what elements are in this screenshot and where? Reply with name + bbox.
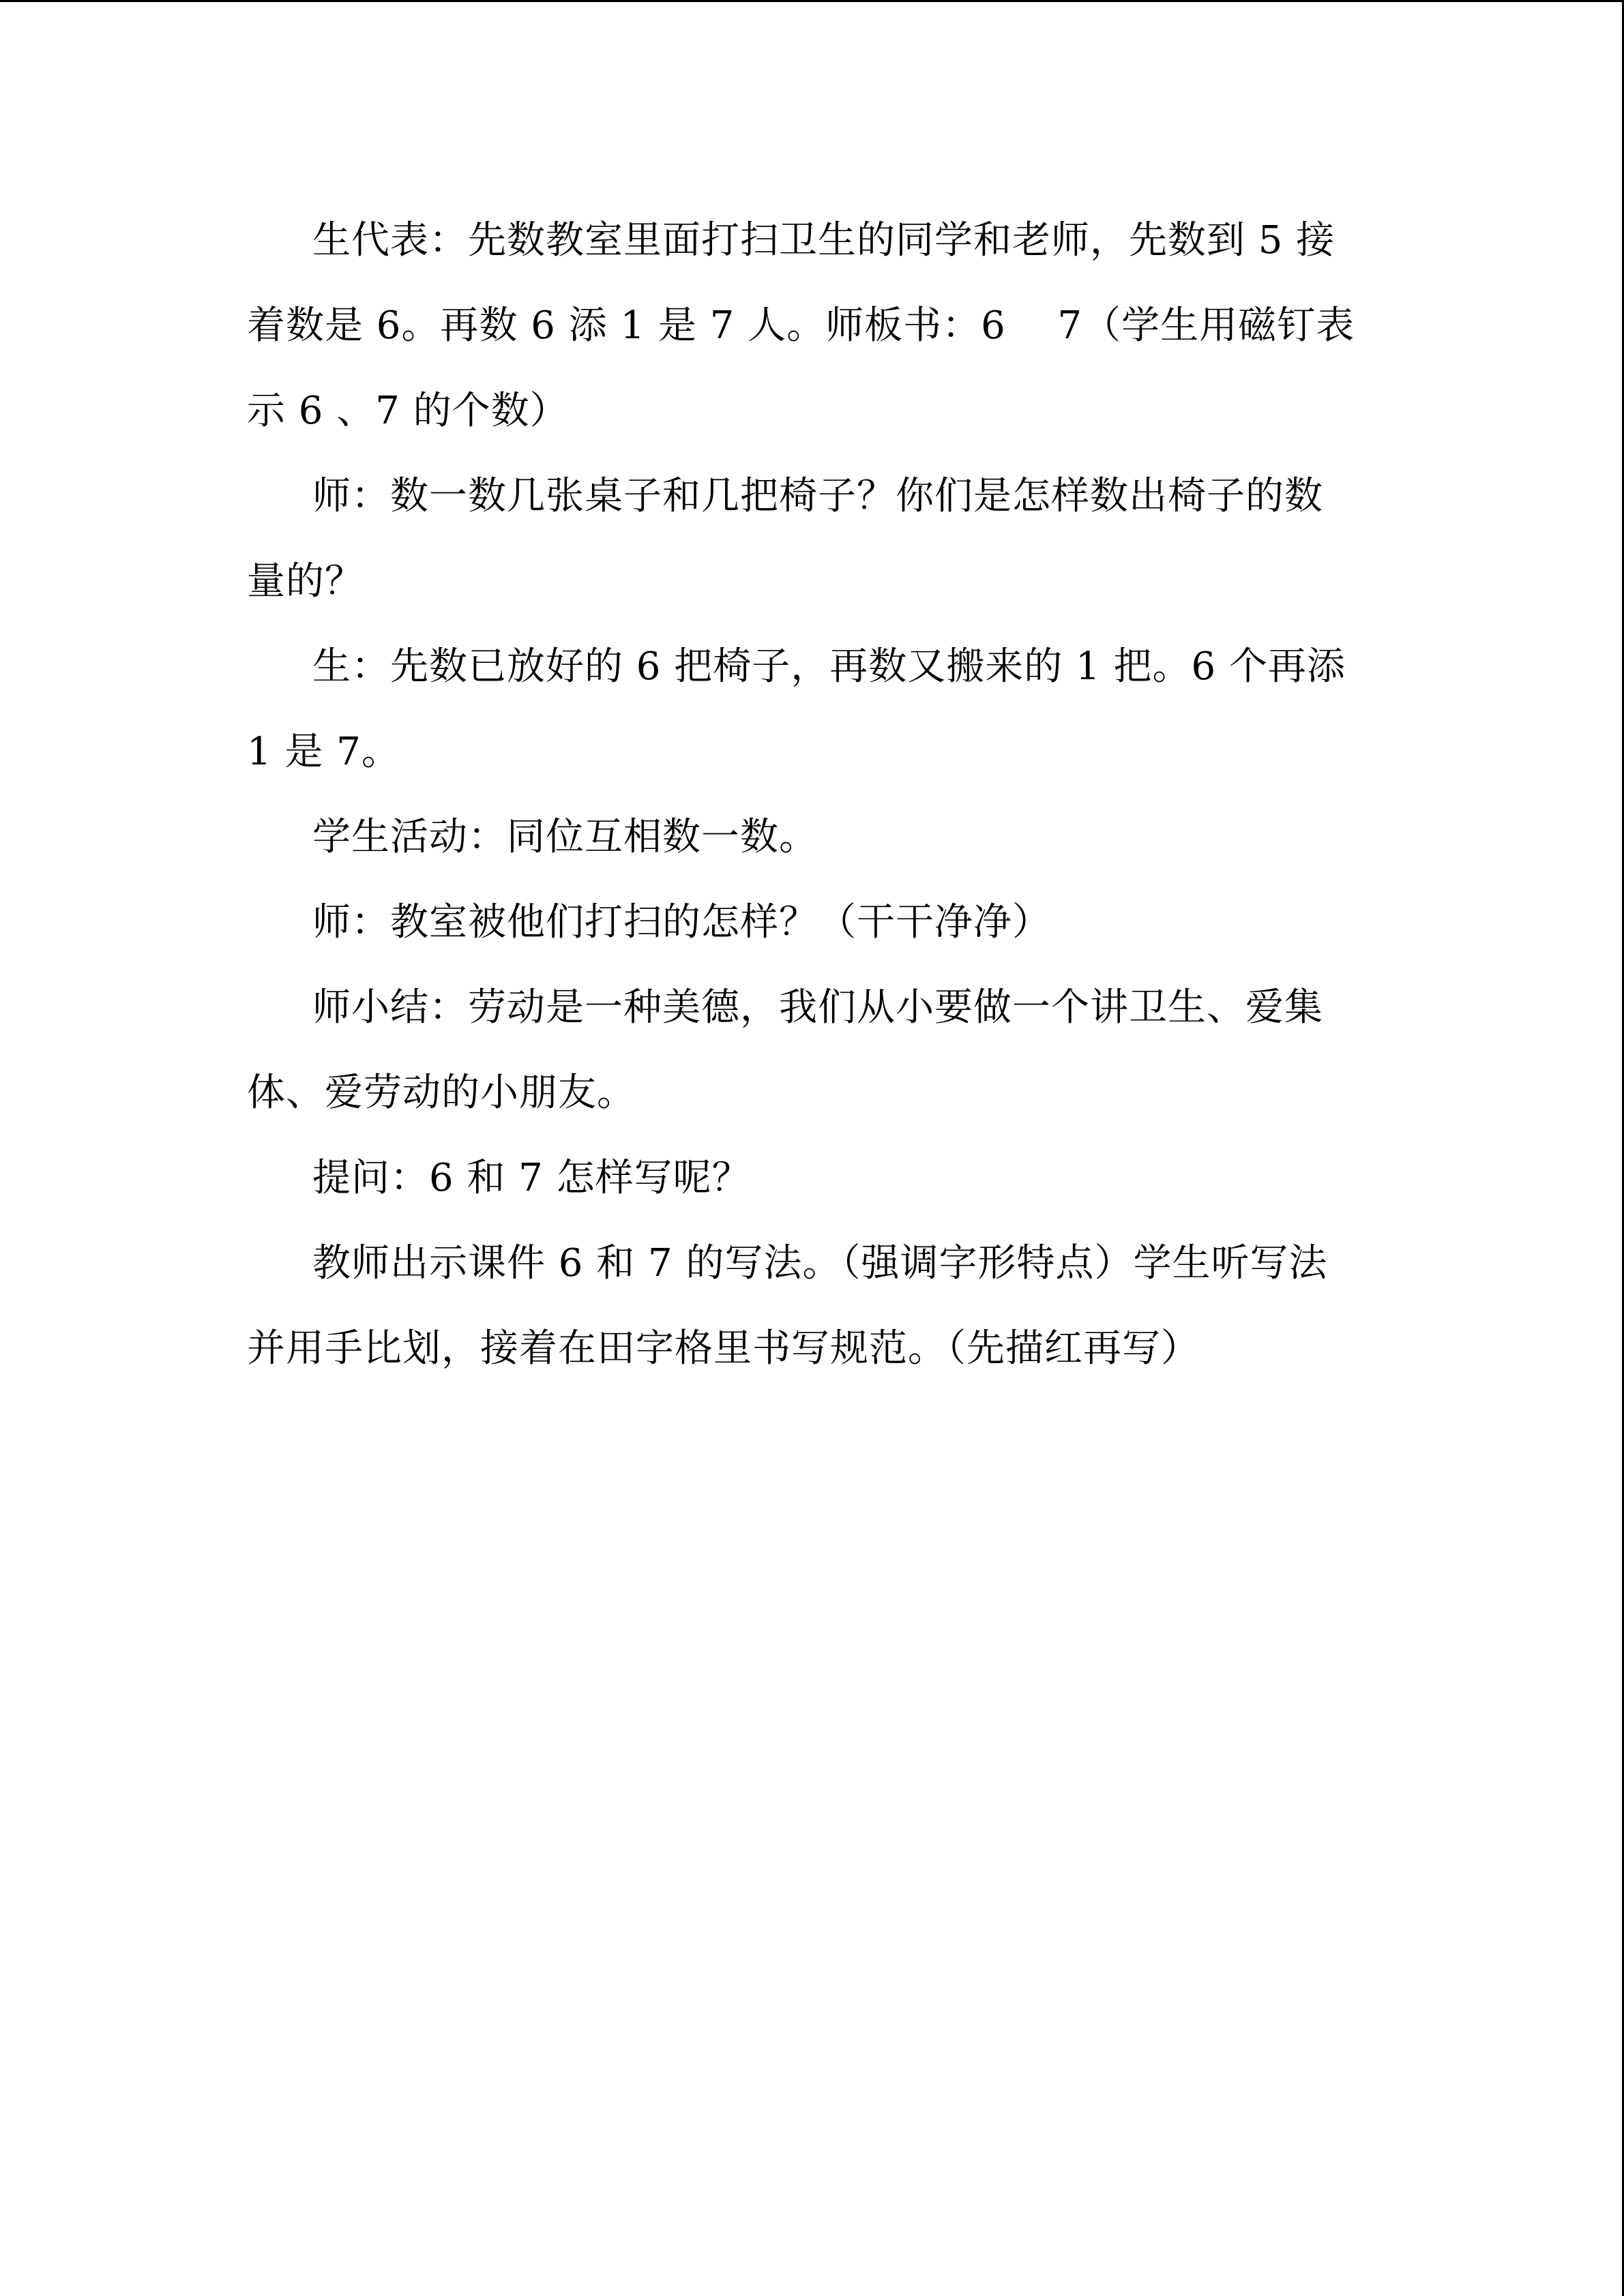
paragraph-line: 生代表：先数教室里面打扫卫生的同学和老师，先数到 5 接 — [312, 218, 1335, 263]
page-top-border — [0, 0, 1624, 2]
paragraph-line: 示 6 、7 的个数） — [247, 389, 569, 433]
paragraph-line: 着数是 6。再数 6 添 1 是 7 人。师板书：6 7（学生用磁钉表 — [247, 303, 1355, 348]
paragraph-student-representative — [247, 198, 1379, 453]
paragraph-teacher-question — [247, 453, 1379, 624]
paragraph-student-activity — [247, 794, 1379, 880]
paragraph-line: 提问：6 和 7 怎样写呢？ — [312, 1156, 751, 1200]
paragraph-teacher-demonstration — [247, 1221, 1379, 1391]
paragraph-line: 并用手比划，接着在田字格里书写规范。（先描红再写） — [247, 1326, 1200, 1371]
paragraph-line: 学生活动：同位互相数一数。 — [312, 815, 818, 859]
paragraph-line: 生：先数已放好的 6 把椅子，再数又搬来的 1 把。6 个再添 — [312, 644, 1346, 689]
paragraph-line: 量的？ — [247, 559, 364, 603]
paragraph-student-answer — [247, 624, 1379, 794]
paragraph-line: 师：教室被他们打扫的怎样？（干干净净） — [312, 900, 1051, 944]
paragraph-line: 师小结：劳动是一种美德，我们从小要做一个讲卫生、爱集 — [312, 985, 1323, 1030]
paragraph-teacher-classroom — [247, 880, 1379, 965]
paragraph-question-writing — [247, 1135, 1379, 1221]
paragraph-line: 教师出示课件 6 和 7 的写法。（强调字形特点）学生听写法 — [312, 1241, 1328, 1285]
paragraph-line: 师：数一数几张桌子和几把椅子？你们是怎样数出椅子的数 — [312, 474, 1323, 518]
paragraph-line: 1 是 7。 — [247, 730, 400, 774]
document-body — [247, 198, 1379, 1391]
paragraph-teacher-summary — [247, 965, 1379, 1135]
paragraph-line: 体、爱劳动的小朋友。 — [247, 1071, 636, 1115]
